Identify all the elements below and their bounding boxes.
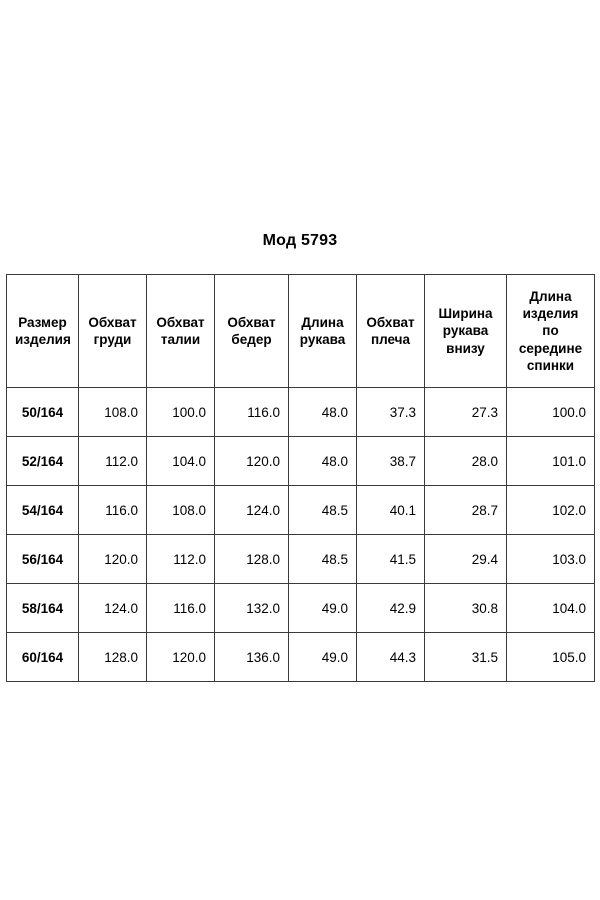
cell-waist: 108.0 — [147, 486, 215, 535]
cell-waist: 120.0 — [147, 633, 215, 682]
cell-shoulder: 41.5 — [357, 535, 425, 584]
size-table-container — [6, 274, 594, 682]
cell-sleeve-length: 49.0 — [289, 633, 357, 682]
table-row — [7, 633, 595, 682]
cell-back-length: 104.0 — [507, 584, 595, 633]
cell-sleeve-width-bottom: 27.3 — [425, 388, 507, 437]
cell-hips: 120.0 — [215, 437, 289, 486]
cell-sleeve-width-bottom: 28.7 — [425, 486, 507, 535]
cell-chest: 128.0 — [79, 633, 147, 682]
cell-waist: 104.0 — [147, 437, 215, 486]
column-header-sleeve-width-bottom: Ширина рукава внизу — [425, 275, 507, 388]
cell-shoulder: 40.1 — [357, 486, 425, 535]
cell-hips: 124.0 — [215, 486, 289, 535]
cell-back-length: 105.0 — [507, 633, 595, 682]
cell-chest: 116.0 — [79, 486, 147, 535]
column-header-shoulder: Обхват плеча — [357, 275, 425, 388]
page-title: Мод 5793 — [262, 232, 338, 249]
column-header-size: Размер изделия — [7, 275, 79, 388]
cell-sleeve-length: 49.0 — [289, 584, 357, 633]
cell-hips: 116.0 — [215, 388, 289, 437]
table-body — [7, 388, 595, 682]
cell-waist: 116.0 — [147, 584, 215, 633]
cell-shoulder: 44.3 — [357, 633, 425, 682]
cell-size: 60/164 — [7, 633, 79, 682]
cell-chest: 120.0 — [79, 535, 147, 584]
column-header-waist: Обхват талии — [147, 275, 215, 388]
cell-waist: 112.0 — [147, 535, 215, 584]
size-table — [6, 274, 595, 682]
table-row — [7, 486, 595, 535]
cell-sleeve-length: 48.0 — [289, 388, 357, 437]
cell-sleeve-length: 48.0 — [289, 437, 357, 486]
cell-waist: 100.0 — [147, 388, 215, 437]
cell-sleeve-length: 48.5 — [289, 486, 357, 535]
column-header-back-length: Длина изделия по середине спинки — [507, 275, 595, 388]
cell-chest: 108.0 — [79, 388, 147, 437]
cell-shoulder: 37.3 — [357, 388, 425, 437]
table-row — [7, 535, 595, 584]
cell-back-length: 103.0 — [507, 535, 595, 584]
cell-chest: 112.0 — [79, 437, 147, 486]
cell-size: 52/164 — [7, 437, 79, 486]
cell-shoulder: 42.9 — [357, 584, 425, 633]
cell-size: 58/164 — [7, 584, 79, 633]
cell-hips: 128.0 — [215, 535, 289, 584]
table-header — [7, 275, 595, 388]
table-row — [7, 388, 595, 437]
cell-sleeve-width-bottom: 29.4 — [425, 535, 507, 584]
cell-back-length: 101.0 — [507, 437, 595, 486]
cell-sleeve-width-bottom: 31.5 — [425, 633, 507, 682]
column-header-hips: Обхват бедер — [215, 275, 289, 388]
cell-back-length: 100.0 — [507, 388, 595, 437]
column-header-chest: Обхват груди — [79, 275, 147, 388]
table-row — [7, 437, 595, 486]
cell-back-length: 102.0 — [507, 486, 595, 535]
table-header-row — [7, 275, 595, 388]
cell-size: 50/164 — [7, 388, 79, 437]
cell-sleeve-width-bottom: 28.0 — [425, 437, 507, 486]
cell-sleeve-width-bottom: 30.8 — [425, 584, 507, 633]
cell-sleeve-length: 48.5 — [289, 535, 357, 584]
cell-chest: 124.0 — [79, 584, 147, 633]
cell-hips: 132.0 — [215, 584, 289, 633]
table-row — [7, 584, 595, 633]
column-header-sleeve-length: Длина рукава — [289, 275, 357, 388]
cell-shoulder: 38.7 — [357, 437, 425, 486]
cell-hips: 136.0 — [215, 633, 289, 682]
cell-size: 56/164 — [7, 535, 79, 584]
cell-size: 54/164 — [7, 486, 79, 535]
